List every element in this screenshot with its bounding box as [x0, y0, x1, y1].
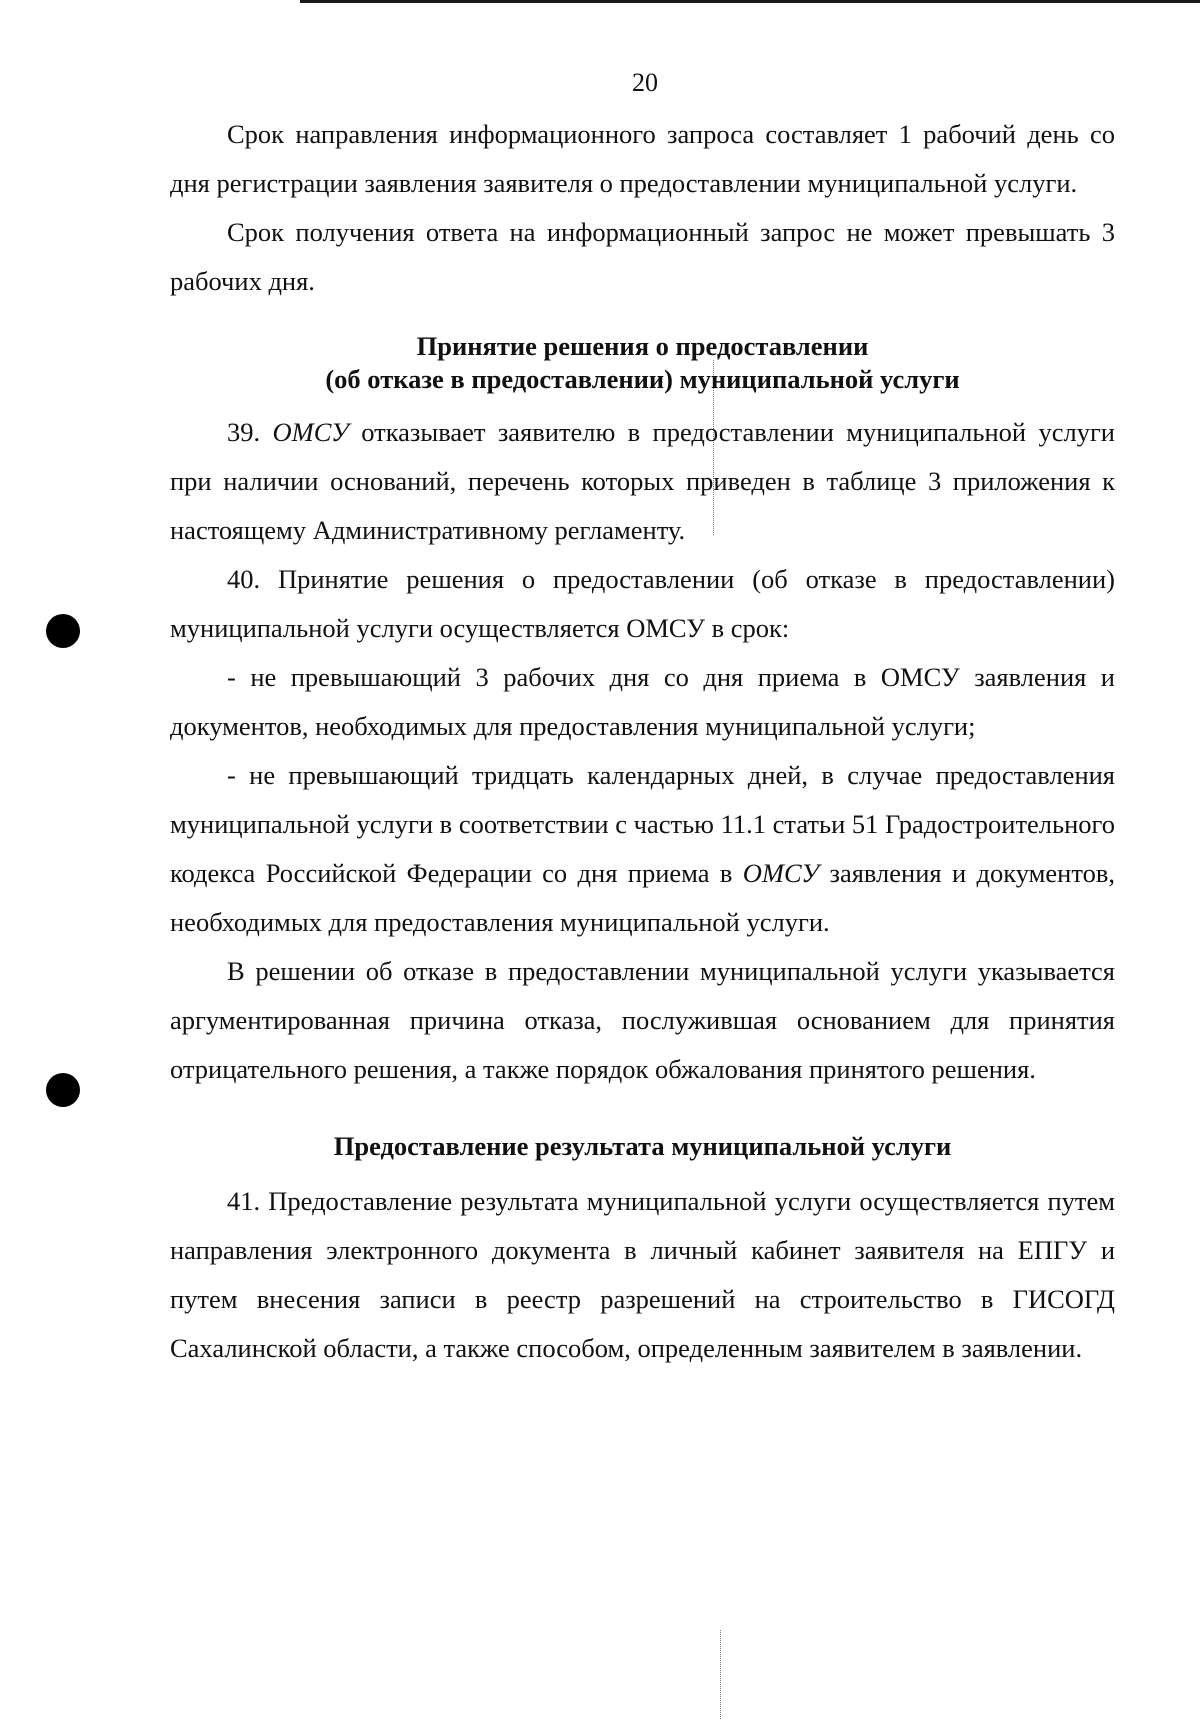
section-heading-result — [170, 1130, 1115, 1163]
top-border-line — [300, 0, 1200, 3]
paragraph-text: отказывает заявителю в предоставлении муниципальной услуги при наличии оснований, перечень которых приведен в таблице 3 приложения к настоящему Административному регламенту. — [170, 417, 1115, 545]
scan-fold-line — [720, 1630, 721, 1719]
paragraph-number: 39. — [227, 417, 273, 447]
paragraph-41: 41. Предоставление результата муниципальной услуги осуществляется путем направления электронного документа в личный кабинет заявителя на ЕПГУ и путем внесения записи в реестр разрешений на строительство в ГИСОГД Сахалинской области, а также способом, определенным заявителем в заявлении. — [170, 1186, 1115, 1363]
punch-hole-mark — [46, 1073, 80, 1107]
paragraph-request-deadline: Срок направления информационного запроса составляет 1 рабочий день со дня регистрации заявления заявителя о предоставлении муниципальной услуги. — [170, 119, 1115, 198]
paragraph-response-deadline: Срок получения ответа на информационный запрос не может превышать 3 рабочих дня. — [170, 217, 1115, 296]
punch-hole-mark — [46, 614, 80, 648]
section-heading-line: Принятие решения о предоставлении — [416, 331, 869, 361]
section-heading-line: (об отказе в предоставлении) муниципальной услуги — [325, 364, 960, 394]
paragraph-refusal-reason: В решении об отказе в предоставлении муниципальной услуги указывается аргументированная причина отказа, послужившая основанием для принятия отрицательного решения, а также порядок обжалования принятого решения. — [170, 956, 1115, 1084]
paragraph-39 — [170, 408, 1115, 555]
section-heading-line: Предоставление результата муниципальной услуги — [333, 1131, 952, 1161]
list-item-deadline-3-days: - не превышающий 3 рабочих дня со дня приема в ОМСУ заявления и документов, необходимых для предоставления муниципальной услуги; — [170, 662, 1115, 741]
omsu-abbreviation: ОМСУ — [742, 858, 820, 888]
paragraph-40: 40. Принятие решения о предоставлении (об отказе в предоставлении) муниципальной услуги осуществляется ОМСУ в срок: — [170, 564, 1115, 643]
paragraph-text: - не превышающий тридцать календарных дней, в случае предоставления муниципальной услуги в соответствии с частью 11.1 статьи 51 Градостроительного кодекса Российской Федерации со дня приема в — [170, 760, 1115, 888]
paragraph-text: заявления и документов, необходимых для предоставления муниципальной услуги. — [170, 858, 1115, 937]
omsu-abbreviation: ОМСУ — [272, 417, 349, 447]
page-number: 20 — [632, 68, 658, 97]
section-heading-decision — [170, 330, 1115, 396]
document-body — [170, 110, 1115, 1373]
list-item-deadline-30-days — [170, 751, 1115, 947]
